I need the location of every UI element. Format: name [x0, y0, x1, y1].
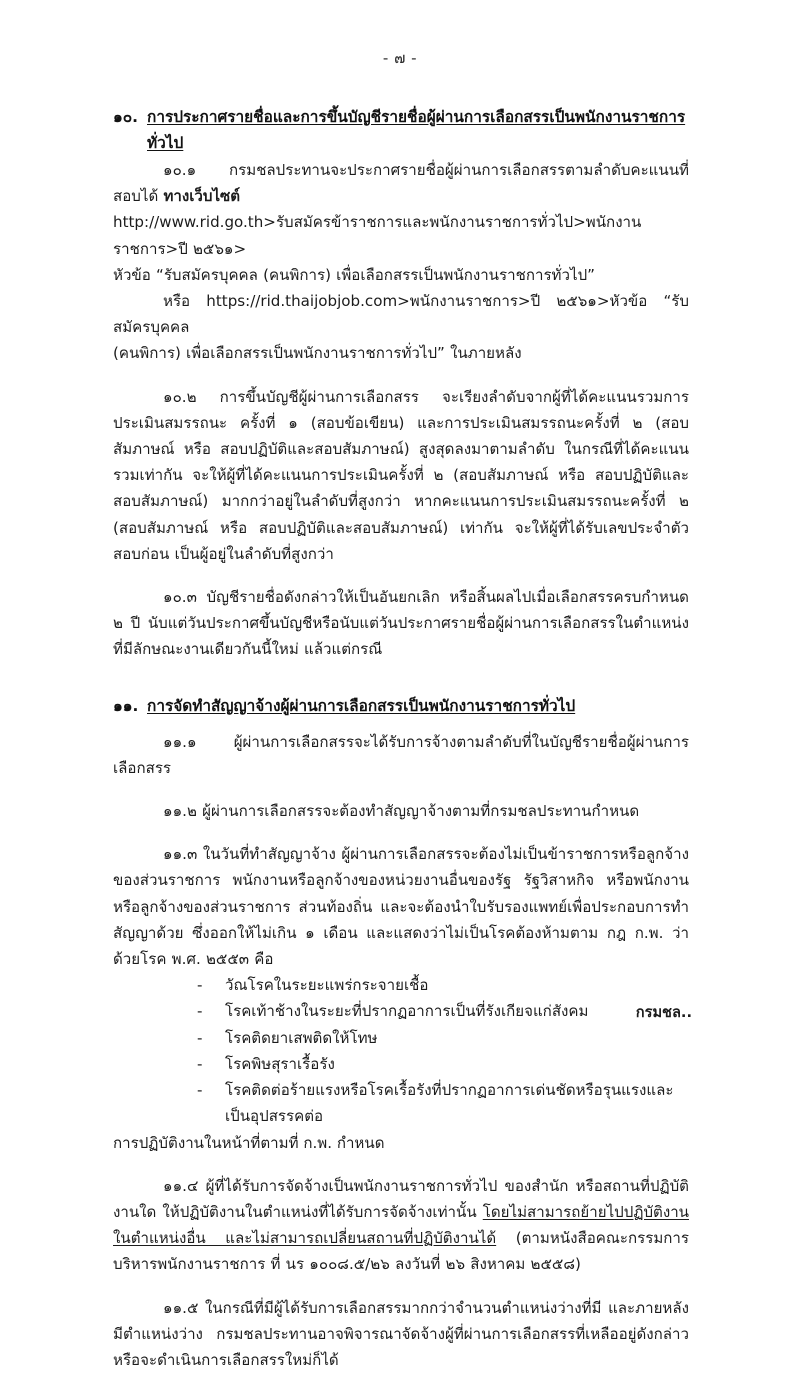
dash-bullet-icon: - — [197, 1054, 203, 1073]
clause-10-1-line2: http://www.rid.go.th>รับสมัครข้าราชการและพนักงานราชการทั่วไป>พนักงานราชการ>ปี ๒๕๖๑> — [113, 213, 642, 258]
clause-11-4-part2: (ตามหนังสือคณะกรรมการบริหารพนักงานราชการ ที่ นร ๑๐๐๘.๕/๒๖ ลงวันที่ ๒๖ สิงหาคม ๒๕๕๘) — [113, 1229, 689, 1274]
spacer — [113, 781, 689, 798]
page-number: - ๗ - — [382, 49, 418, 67]
spacer — [113, 1156, 689, 1173]
dash-bullet-icon: - — [197, 976, 203, 995]
clause-11-5: ๑๑.๕ ในกรณีที่มีผู้ได้รับการเลือกสรรมากกว่าจำนวนตำแหน่งว่างที่มี และภายหลังมีตำแหน่งว่าง กรมชลประทานอาจพิจารณาจัดจ้างผู้ที่ผ่านการเลือกสรรที่เหลืออยู่ดังกล่าว หรือจะดำเนินการเลือกสรรใหม่ก็ได้ — [113, 1298, 689, 1369]
disease-list-continuation: การปฏิบัติงานในหน้าที่ตามที่ ก.พ. กำหนด — [113, 1133, 385, 1152]
spacer — [113, 824, 689, 841]
section-number-11: ๑๑. — [113, 696, 139, 715]
clause-10-1 — [113, 157, 689, 367]
clause-10-1-line1 — [113, 157, 689, 209]
clause-10-2: ๑๐.๒ การขึ้นบัญชีผู้ผ่านการเลือกสรร จะเรียงลำดับจากผู้ที่ได้คะแนนรวมการประเมินสมรรถนะ ครั้งที่ ๑ (สอบข้อเขียน) และการประเมินสมรรถนะครั้งที่ ๒ (สอบสัมภาษณ์ หรือ สอบปฏิบัติและสอบสัมภาษณ์) สูงสุดลงมาตามลำดับ ในกรณีที่ได้คะแนนรวมเท่ากัน จะให้ผู้ที่ได้คะแนนการประเมินครั้งที่ ๒ (สอบสัมภาษณ์ หรือ สอบปฏิบัติและสอบสัมภาษณ์) มากกว่าอยู่ในลำดับที่สูงกว่า หากคะแนนการประเมินสมรรถนะครั้งที่ ๒ (สอบสัมภาษณ์ หรือ สอบปฏิบัติและสอบสัมภาษณ์) เท่ากัน จะให้ผู้ที่ได้รับเลขประจำตัวสอบก่อน เป็นผู้อยู่ในลำดับที่สูงกว่า — [113, 387, 689, 563]
list-item-label: โรคพิษสุราเรื้อรัง — [225, 1054, 335, 1073]
disease-list — [113, 972, 689, 1129]
clause-11-4-underlined: โดยไม่สามารถย้ายไปปฏิบัติงานในตำแหน่งอื่น และไม่สามารถเปลี่ยนสถานที่ปฏิบัติงานได้ — [113, 1202, 689, 1248]
clause-11-1: ๑๑.๑ ผู้ผ่านการเลือกสรรจะได้รับการจ้างตามลำดับที่ในบัญชีรายชื่อผู้ผ่านการเลือกสรร — [113, 732, 689, 777]
list-item-label: โรคติดยาเสพติดให้โทษ — [225, 1028, 378, 1047]
spacer — [113, 567, 689, 584]
section-number-10: ๑๐. — [113, 108, 139, 126]
list-item — [113, 1025, 689, 1051]
clause-11-4 — [113, 1173, 689, 1278]
clause-10-1-line5: (คนพิการ) เพื่อเลือกสรรเป็นพนักงานราชการทั่วไป” ในภายหลัง — [113, 344, 522, 363]
clause-10-1-lead: ๑๐.๑ กรมชลประทานจะประกาศรายชื่อผู้ผ่านการเลือกสรรตามลำดับคะแนนที่สอบได้ — [113, 161, 689, 206]
list-item — [113, 972, 689, 998]
clause-11-4-part1: ๑๑.๔ ผู้ที่ได้รับการจัดจ้างเป็นพนักงานราชการทั่วไป ของสำนัก หรือสถานที่ปฏิบัติงานใด ให้ปฏิบัติงานในตำแหน่งที่ได้รับการจัดจ้างเท่านั้น — [113, 1176, 689, 1221]
clause-10-1-line3: หัวข้อ “รับสมัครบุคคล (คนพิการ) เพื่อเลือกสรรเป็นพนักงานราชการทั่วไป” — [113, 265, 595, 284]
document-body — [113, 104, 689, 1373]
section-heading-11 — [113, 693, 689, 719]
list-item — [113, 1077, 689, 1129]
clause-10-1-website-bold: ทางเว็บไซต์ — [163, 187, 241, 206]
clause-10-3: ๑๐.๓ บัญชีรายชื่อดังกล่าวให้เป็นอันยกเลิก หรือสิ้นผลไปเมื่อเลือกสรรครบกำหนด ๒ ปี นับแต่วันประกาศขึ้นบัญชีหรือนับแต่วันประกาศรายชื่อผู้ผ่านการเลือกสรรในตำแหน่งที่มีลักษณะงานเดียวกันนี้ใหม่ แล้วแต่กรณี — [113, 588, 689, 659]
list-item-label: โรคเท้าช้างในระยะที่ปรากฏอาการเป็นที่รังเกียจแก่สังคม — [225, 1002, 589, 1021]
clause-10-1-line4: หรือ https://rid.thaijobjob.com>พนักงานราชการ>ปี ๒๕๖๑>หัวข้อ “รับสมัครบุคคล — [113, 292, 689, 337]
list-item-label: วัณโรคในระยะแพร่กระจายเชื้อ — [225, 976, 429, 995]
list-item — [113, 1051, 689, 1077]
clause-11-2: ๑๑.๒ ผู้ผ่านการเลือกสรรจะต้องทำสัญญาจ้างตามที่กรมชลประทานกำหนด — [163, 802, 640, 821]
spacer — [113, 720, 689, 729]
list-item — [113, 998, 689, 1024]
spacer — [113, 663, 689, 693]
list-item-label: โรคติดต่อร้ายแรงหรือโรคเรื้อรังที่ปรากฏอาการเด่นชัดหรือรุนแรงและเป็นอุปสรรคต่อ — [225, 1081, 674, 1126]
clause-11-3: ๑๑.๓ ในวันที่ทำสัญญาจ้าง ผู้ผ่านการเลือกสรรจะต้องไม่เป็นข้าราชการหรือลูกจ้างของส่วนราชการ พนักงานหรือลูกจ้างของหน่วยงานอื่นของรัฐ รัฐวิสาหกิจ หรือพนักงานหรือลูกจ้างของส่วนราชการ ส่วนท้องถิ่น และจะต้องนำใบรับรองแพทย์เพื่อประกอบการทำสัญญาด้วย ซึ่งออกให้ไม่เกิน ๑ เดือน และแสดงว่าไม่เป็นโรคต้องห้ามตาม กฎ ก.พ. ว่าด้วยโรค พ.ศ. ๒๕๕๓ คือ — [113, 845, 689, 969]
footer-continuation-note: กรมชล.. — [635, 1004, 692, 1021]
section-title-10: การประกาศรายชื่อและการขึ้นบัญชีรายชื่อผู้ผ่านการเลือกสรรเป็นพนักงานราชการทั่วไป — [147, 108, 686, 152]
spacer — [113, 1278, 689, 1295]
dash-bullet-icon: - — [197, 1081, 203, 1100]
dash-bullet-icon: - — [197, 1002, 203, 1021]
spacer — [113, 367, 689, 384]
section-heading-10 — [113, 104, 689, 156]
section-title-11: การจัดทำสัญญาจ้างผู้ผ่านการเลือกสรรเป็นพนักงานราชการทั่วไป — [147, 696, 576, 715]
dash-bullet-icon: - — [197, 1028, 203, 1047]
